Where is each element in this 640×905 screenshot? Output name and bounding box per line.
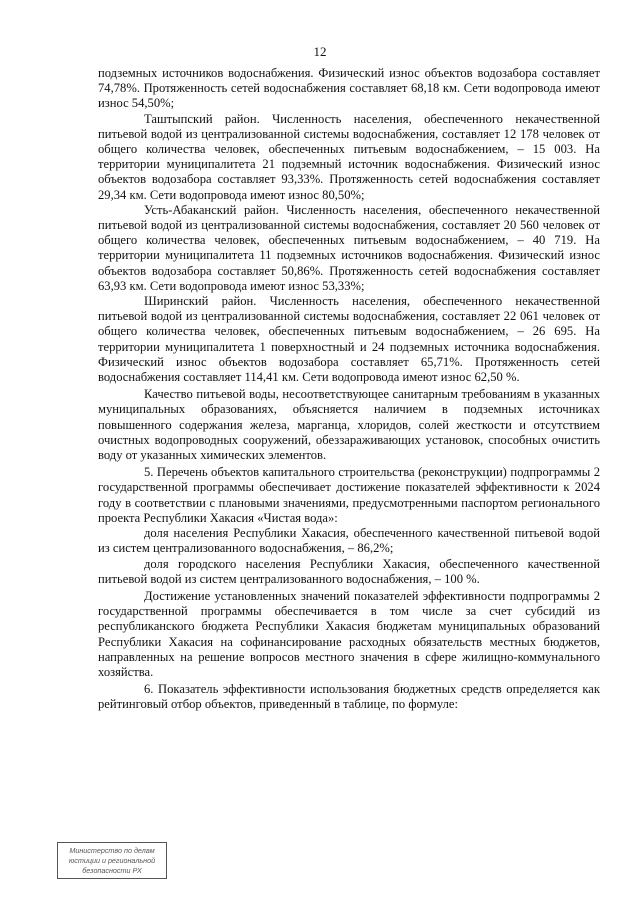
paragraph-shira: Ширинский район. Численность населения, обеспеченного некачественной питьевой водой из централизованной системы водоснабжения, составляет 22 061 человек от общего количества человек, обеспеченных питьевым водоснабжением, – 26 695. На территории муниципалитета 1 поверхностный и 24 подземных источника водоснабжения. Физический износ объектов водозабора составляет 65,71%. Протяженность сетей водоснабжения составляет 114,41 км. Сети водопровода имеют износ 62,50 %. — [98, 294, 600, 385]
paragraph-indicator-2: доля городского населения Республики Хакасия, обеспеченного качественной питьевой водой из систем централизованного водоснабжения, – 100 %. — [98, 556, 600, 586]
paragraph-achievement: Достижение установленных значений показателей эффективности подпрограммы 2 государственной программы обеспечивается в том числе за счет субсидий из республиканского бюджета Республики Хакасия бюджетам муниципальных образований Республики Хакасия на софинансирование расходных обязательств местных бюджетов, направленных на решение вопросов местного значения в сфере жилищно-коммунального хозяйства. — [98, 588, 600, 679]
paragraph-indicator-1: доля населения Республики Хакасия, обеспеченного качественной питьевой водой из систем централизованного водоснабжения, – 86,2%; — [98, 526, 600, 556]
document-body — [98, 66, 600, 713]
stamp-line-2: юстиции и региональной — [68, 856, 156, 865]
paragraph-ust-abakan: Усть-Абаканский район. Численность населения, обеспеченного некачественной питьевой водой из централизованной системы водоснабжения, составляет 20 560 человек от общего количества человек, обеспеченных питьевым водоснабжением, – 40 719. На территории муниципалитета 11 подземных источников водоснабжения. Физический износ объектов водозабора составляет 50,86%. Протяженность сетей водоснабжения составляет 63,93 км. Сети водопровода имеют износ 53,33%; — [98, 202, 600, 293]
stamp-line-3: безопасности РХ — [82, 866, 142, 875]
paragraph-continuation: подземных источников водоснабжения. Физический износ объектов водозабора составляет 74,78%. Протяженность сетей водоснабжения составляет 68,18 км. Сети водопровода имеют износ 54,50%; — [98, 66, 600, 111]
stamp-line-1: Министерство по делам — [69, 846, 155, 855]
ministry-stamp — [57, 842, 167, 879]
paragraph-item-5: 5. Перечень объектов капитального строительства (реконструкции) подпрограммы 2 государственной программы обеспечивает достижение показателей эффективности к 2024 году в соответствии с плановыми значениями, предусмотренными паспортом регионального проекта Республики Хакасия «Чистая вода»: — [98, 465, 600, 525]
paragraph-item-6: 6. Показатель эффективности использования бюджетных средств определяется как рейтинговый отбор объектов, приведенный в таблице, по формуле: — [98, 682, 600, 712]
paragraph-water-quality: Качество питьевой воды, несоответствующее санитарным требованиям в указанных муниципальных образованиях, объясняется наличием в подземных источниках повышенного содержания железа, марганца, хлоридов, солей жесткости и отсутствием очистных водопроводных сооружений, обеззараживающих установок, способных очистить воду от указанных химических элементов. — [98, 387, 600, 463]
page-number: 12 — [313, 44, 327, 59]
paragraph-tashtyp: Таштыпский район. Численность населения, обеспеченного некачественной питьевой водой из централизованной системы водоснабжения, составляет 12 178 человек от общего количества человек, обеспеченных питьевым водоснабжением, – 15 003. На территории муниципалитета 21 подземный источник водоснабжения. Физический износ объектов водозабора составляет 93,33%. Протяженность сетей водоснабжения составляет 29,34 км. Сети водопровода имеют износ 80,50%; — [98, 111, 600, 202]
